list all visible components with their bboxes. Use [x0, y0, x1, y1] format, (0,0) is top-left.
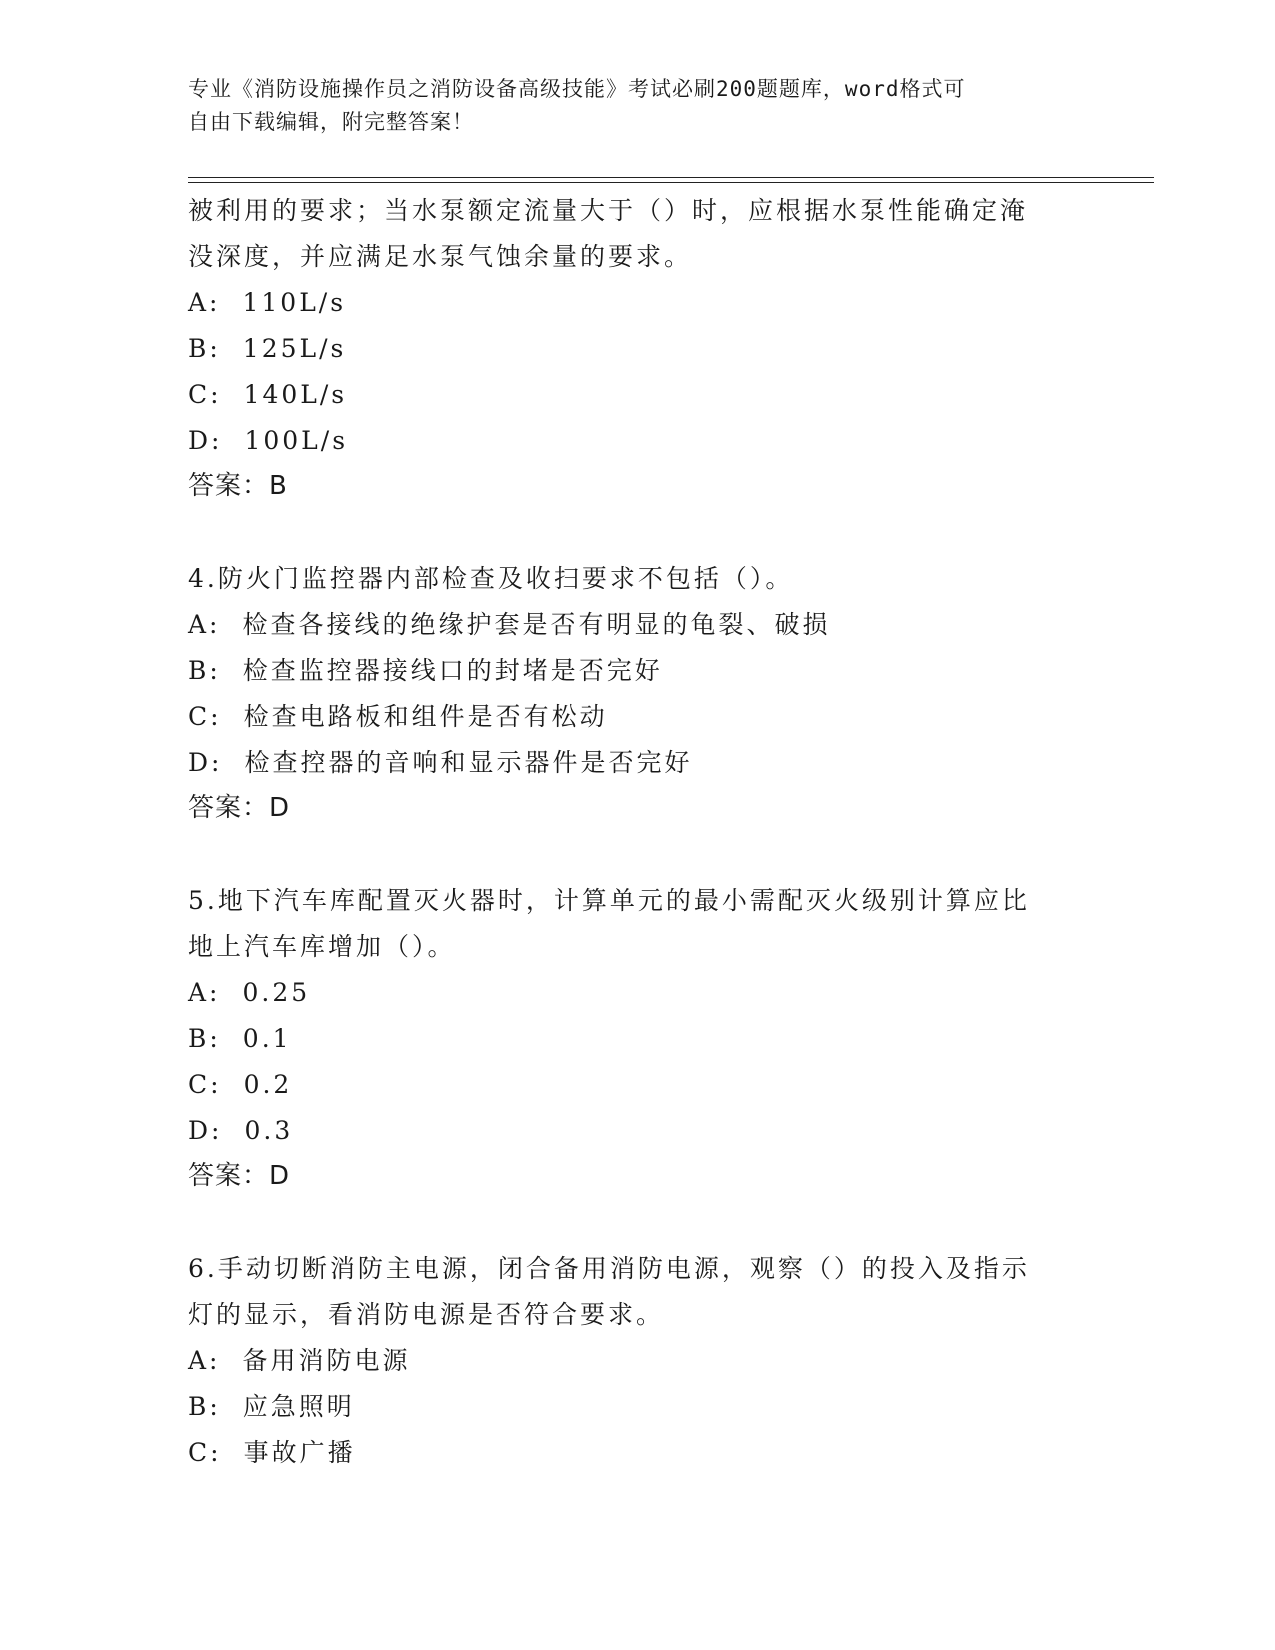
- option-a: [188, 1338, 1088, 1384]
- question-text-line: 被利用的要求；当水泵额定流量大于（）时，应根据水泵性能确定淹: [188, 196, 1029, 225]
- option-b: [188, 1384, 1088, 1430]
- option-key: B:: [188, 656, 221, 685]
- option-key: B:: [188, 334, 221, 363]
- option-key: B:: [188, 1392, 221, 1421]
- option-b: [188, 648, 1088, 694]
- option-text: 0.25: [242, 978, 311, 1007]
- option-b: [188, 326, 1088, 372]
- option-text: 检查电路板和组件是否有松动: [243, 702, 608, 731]
- option-key: A:: [188, 978, 221, 1007]
- option-text: 0.2: [243, 1070, 293, 1099]
- option-a: [188, 602, 1088, 648]
- option-text: 检查监控器接线口的封堵是否完好: [242, 656, 663, 685]
- option-text: 备用消防电源: [242, 1346, 411, 1375]
- document-body: [188, 188, 1088, 1476]
- question-text-line: 没深度，并应满足水泵气蚀余量的要求。: [188, 242, 693, 271]
- option-b: [188, 1016, 1088, 1062]
- option-key: C:: [188, 702, 222, 731]
- option-text: 140L/s: [243, 380, 348, 409]
- option-key: D:: [188, 1116, 223, 1145]
- header-line-1: 专业《消防设施操作员之消防设备高级技能》考试必刷200题题库，word格式可: [188, 77, 966, 101]
- option-a: [188, 280, 1088, 326]
- answer-line: 答案：D: [188, 793, 291, 823]
- header-line-2: 自由下载编辑，附完整答案！: [188, 110, 474, 134]
- answer-line: 答案：D: [188, 1161, 291, 1191]
- question-4: [188, 556, 1088, 830]
- question-text-line: 6.手动切断消防主电源，闭合备用消防电源，观察（）的投入及指示: [188, 1254, 1030, 1283]
- question-5: [188, 878, 1088, 1198]
- option-key: A:: [188, 288, 221, 317]
- question-continuation: [188, 188, 1088, 508]
- option-c: [188, 694, 1088, 740]
- document-header: [188, 73, 1068, 139]
- question-text-line: 4.防火门监控器内部检查及收扫要求不包括（）。: [188, 564, 794, 593]
- question-text-line: 5.地下汽车库配置灭火器时，计算单元的最小需配灭火级别计算应比: [188, 886, 1030, 915]
- header-divider-top: [188, 177, 1154, 178]
- option-key: C:: [188, 1438, 222, 1467]
- option-key: D:: [188, 748, 223, 777]
- option-d: [188, 1108, 1088, 1154]
- option-d: [188, 740, 1088, 786]
- option-key: B:: [188, 1024, 221, 1053]
- option-key: C:: [188, 1070, 222, 1099]
- option-key: A:: [188, 1346, 221, 1375]
- option-text: 应急照明: [242, 1392, 355, 1421]
- option-key: A:: [188, 610, 221, 639]
- option-c: [188, 372, 1088, 418]
- option-text: 0.3: [244, 1116, 294, 1145]
- question-text-line: 灯的显示，看消防电源是否符合要求。: [188, 1300, 665, 1329]
- option-text: 100L/s: [244, 426, 349, 455]
- option-a: [188, 970, 1088, 1016]
- answer-line: 答案：B: [188, 471, 288, 501]
- option-text: 0.1: [242, 1024, 292, 1053]
- option-text: 125L/s: [242, 334, 347, 363]
- option-d: [188, 418, 1088, 464]
- option-c: [188, 1062, 1088, 1108]
- option-key: C:: [188, 380, 222, 409]
- option-text: 检查控器的音响和显示器件是否完好: [244, 748, 693, 777]
- option-text: 检查各接线的绝缘护套是否有明显的龟裂、破损: [242, 610, 831, 639]
- option-text: 事故广播: [243, 1438, 356, 1467]
- header-divider-bottom: [188, 182, 1154, 183]
- option-text: 110L/s: [242, 288, 347, 317]
- question-text-line: 地上汽车库增加（）。: [188, 932, 456, 961]
- question-6: [188, 1246, 1088, 1476]
- option-c: [188, 1430, 1088, 1476]
- option-key: D:: [188, 426, 223, 455]
